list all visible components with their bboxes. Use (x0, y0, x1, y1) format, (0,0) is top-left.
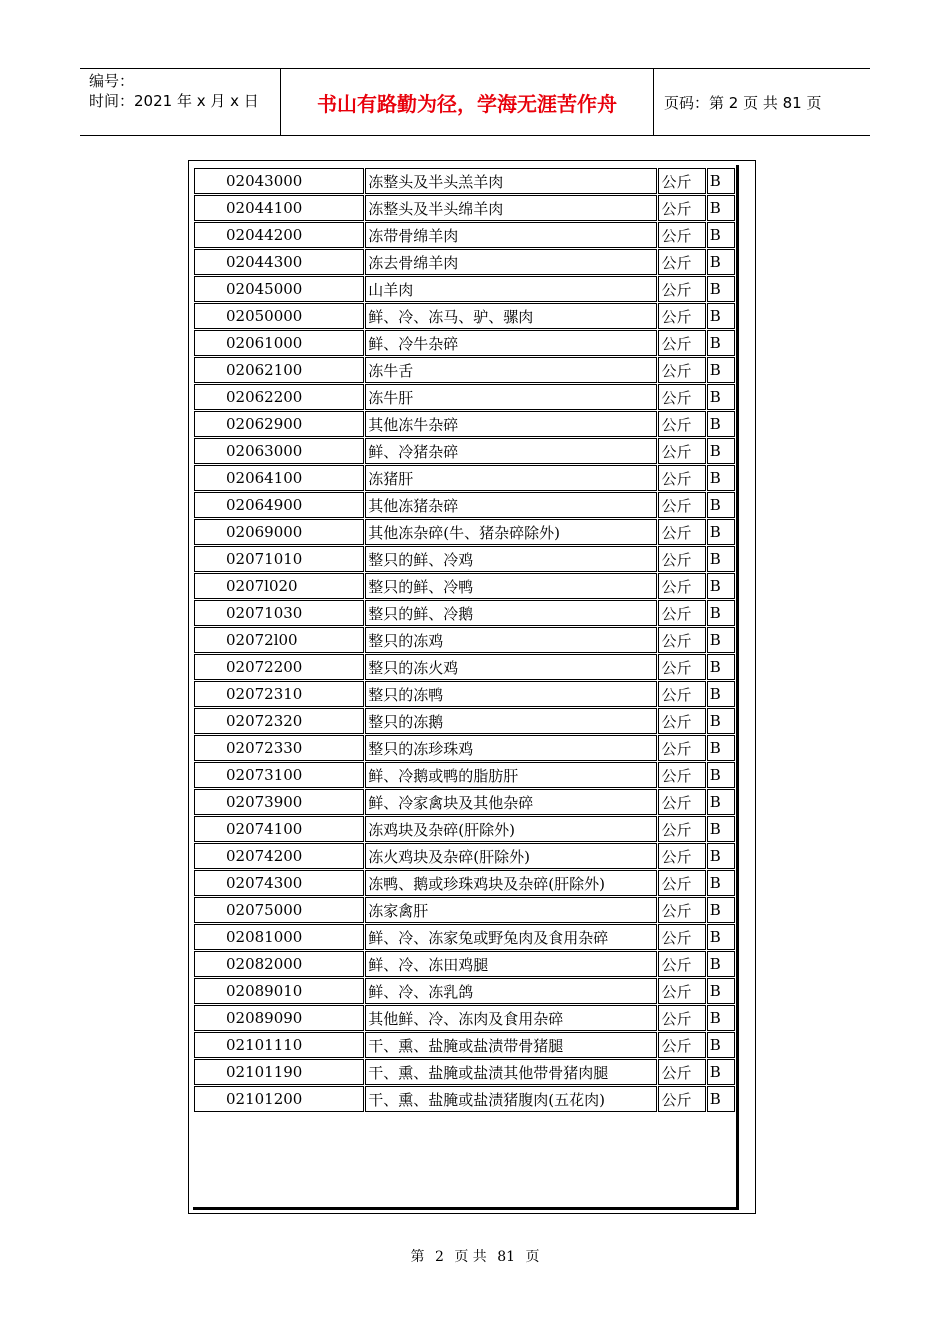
cell-grade: B (707, 1005, 735, 1031)
cell-code: 02071030 (194, 600, 364, 626)
cell-unit: 公斤 (658, 951, 705, 977)
cell-name: 鲜、冷、冻家兔或野兔肉及食用杂碎 (365, 924, 657, 950)
cell-unit: 公斤 (658, 762, 705, 788)
page-header (80, 68, 870, 136)
footer-prefix: 第 (410, 1249, 425, 1265)
cell-grade: B (707, 978, 735, 1004)
footer-total-pages: 81 (497, 1249, 516, 1265)
cell-unit: 公斤 (658, 249, 705, 275)
cell-unit: 公斤 (658, 897, 705, 923)
cell-name: 冻鸭、鹅或珍珠鸡块及杂碎(肝除外) (365, 870, 657, 896)
cell-name: 冻去骨绵羊肉 (365, 249, 657, 275)
table-row (194, 1005, 735, 1031)
cell-code: 02045000 (194, 276, 364, 302)
cell-code: 02062100 (194, 357, 364, 383)
cell-name: 干、熏、盐腌或盐渍其他带骨猪肉腿 (365, 1059, 657, 1085)
table-row (194, 519, 735, 545)
cell-code: 02071010 (194, 546, 364, 572)
cell-unit: 公斤 (658, 276, 705, 302)
cell-code: 02073100 (194, 762, 364, 788)
cell-name: 冻牛舌 (365, 357, 657, 383)
table-row (194, 222, 735, 248)
cell-name: 冻整头及半头羔羊肉 (365, 168, 657, 194)
cell-grade: B (707, 897, 735, 923)
cell-code: 02082000 (194, 951, 364, 977)
table-row (194, 357, 735, 383)
cell-unit: 公斤 (658, 978, 705, 1004)
cell-code: 02044200 (194, 222, 364, 248)
cell-name: 冻牛肝 (365, 384, 657, 410)
cell-name: 其他冻杂碎(牛、猪杂碎除外) (365, 519, 657, 545)
cell-name: 整只的鲜、冷鸭 (365, 573, 657, 599)
cell-name: 整只的冻鸭 (365, 681, 657, 707)
cell-name: 其他鲜、冷、冻肉及食用杂碎 (365, 1005, 657, 1031)
cell-grade: B (707, 438, 735, 464)
cell-grade: B (707, 249, 735, 275)
page-footer (0, 1246, 950, 1266)
cell-unit: 公斤 (658, 465, 705, 491)
cell-code: 02044300 (194, 249, 364, 275)
cell-name: 冻鸡块及杂碎(肝除外) (365, 816, 657, 842)
cell-code: 02064100 (194, 465, 364, 491)
cell-code: 02073900 (194, 789, 364, 815)
table-row (194, 492, 735, 518)
cell-code: 02072320 (194, 708, 364, 734)
cell-code: 02061000 (194, 330, 364, 356)
cell-name: 鲜、冷猪杂碎 (365, 438, 657, 464)
header-page-info: 页码：第 2 页 共 81 页 (664, 93, 822, 112)
cell-name: 其他冻猪杂碎 (365, 492, 657, 518)
cell-grade: B (707, 789, 735, 815)
cell-unit: 公斤 (658, 492, 705, 518)
cell-code: 02072200 (194, 654, 364, 680)
table-row (194, 1086, 735, 1112)
cell-name: 鲜、冷家禽块及其他杂碎 (365, 789, 657, 815)
table-row (194, 816, 735, 842)
cell-code: 02050000 (194, 303, 364, 329)
cell-unit: 公斤 (658, 843, 705, 869)
commodity-code-table (193, 167, 736, 1113)
cell-unit: 公斤 (658, 627, 705, 653)
footer-page-number: 2 (434, 1249, 444, 1265)
cell-code: 02101110 (194, 1032, 364, 1058)
table-row (194, 1059, 735, 1085)
cell-code: 02072330 (194, 735, 364, 761)
cell-name: 冻带骨绵羊肉 (365, 222, 657, 248)
table-row (194, 330, 735, 356)
cell-name: 冻家禽肝 (365, 897, 657, 923)
cell-grade: B (707, 492, 735, 518)
document-date: 时间：2021 年 x 月 x 日 (89, 92, 259, 110)
cell-code: 0207l020 (194, 573, 364, 599)
cell-unit: 公斤 (658, 357, 705, 383)
cell-code: 02069000 (194, 519, 364, 545)
table-row (194, 681, 735, 707)
cell-grade: B (707, 762, 735, 788)
cell-code: 02044100 (194, 195, 364, 221)
cell-code: 02062200 (194, 384, 364, 410)
cell-grade: B (707, 195, 735, 221)
cell-grade: B (707, 330, 735, 356)
table-row (194, 762, 735, 788)
table-row (194, 924, 735, 950)
table-row (194, 303, 735, 329)
cell-unit: 公斤 (658, 384, 705, 410)
cell-name: 干、熏、盐腌或盐渍猪腹肉(五花肉) (365, 1086, 657, 1112)
footer-suffix: 页 (525, 1249, 540, 1265)
cell-code: 02101190 (194, 1059, 364, 1085)
cell-grade: B (707, 411, 735, 437)
table-row (194, 465, 735, 491)
cell-code: 02074100 (194, 816, 364, 842)
cell-name: 整只的鲜、冷鸡 (365, 546, 657, 572)
table-row (194, 654, 735, 680)
cell-grade: B (707, 681, 735, 707)
table-row (194, 789, 735, 815)
cell-unit: 公斤 (658, 303, 705, 329)
table-row (194, 708, 735, 734)
cell-code: 02081000 (194, 924, 364, 950)
cell-name: 整只的鲜、冷鹅 (365, 600, 657, 626)
cell-code: 02063000 (194, 438, 364, 464)
cell-name: 鲜、冷鹅或鸭的脂肪肝 (365, 762, 657, 788)
table-row (194, 600, 735, 626)
table-row (194, 249, 735, 275)
table-row (194, 168, 735, 194)
cell-name: 冻火鸡块及杂碎(肝除外) (365, 843, 657, 869)
cell-unit: 公斤 (658, 924, 705, 950)
document-number-label: 编号： (89, 72, 135, 90)
table-row (194, 978, 735, 1004)
cell-grade: B (707, 654, 735, 680)
cell-unit: 公斤 (658, 870, 705, 896)
cell-code: 02089090 (194, 1005, 364, 1031)
table-row (194, 1032, 735, 1058)
cell-unit: 公斤 (658, 546, 705, 572)
cell-grade: B (707, 465, 735, 491)
cell-unit: 公斤 (658, 1005, 705, 1031)
cell-unit: 公斤 (658, 330, 705, 356)
cell-grade: B (707, 843, 735, 869)
cell-unit: 公斤 (658, 708, 705, 734)
table-body (194, 168, 735, 1112)
cell-code: 02064900 (194, 492, 364, 518)
cell-grade: B (707, 870, 735, 896)
cell-grade: B (707, 276, 735, 302)
cell-name: 其他冻牛杂碎 (365, 411, 657, 437)
cell-unit: 公斤 (658, 600, 705, 626)
cell-name: 鲜、冷、冻乳鸽 (365, 978, 657, 1004)
cell-name: 鲜、冷、冻田鸡腿 (365, 951, 657, 977)
header-motto: 书山有路勤为径，学海无涯苦作舟 (281, 69, 654, 135)
cell-unit: 公斤 (658, 789, 705, 815)
cell-name: 鲜、冷、冻马、驴、骡肉 (365, 303, 657, 329)
cell-code: 02072l00 (194, 627, 364, 653)
cell-grade: B (707, 735, 735, 761)
cell-code: 02074200 (194, 843, 364, 869)
cell-unit: 公斤 (658, 411, 705, 437)
table-row (194, 411, 735, 437)
cell-unit: 公斤 (658, 1059, 705, 1085)
cell-unit: 公斤 (658, 654, 705, 680)
cell-name: 整只的冻珍珠鸡 (365, 735, 657, 761)
cell-grade: B (707, 600, 735, 626)
table-shadow-right (736, 165, 739, 1209)
table-row (194, 627, 735, 653)
cell-code: 02089010 (194, 978, 364, 1004)
cell-unit: 公斤 (658, 519, 705, 545)
cell-grade: B (707, 708, 735, 734)
cell-grade: B (707, 816, 735, 842)
cell-code: 02072310 (194, 681, 364, 707)
table-row (194, 843, 735, 869)
cell-grade: B (707, 1032, 735, 1058)
header-meta (80, 69, 281, 135)
cell-grade: B (707, 303, 735, 329)
table-row (194, 276, 735, 302)
table-row (194, 951, 735, 977)
cell-name: 山羊肉 (365, 276, 657, 302)
cell-unit: 公斤 (658, 1032, 705, 1058)
cell-grade: B (707, 951, 735, 977)
cell-code: 02062900 (194, 411, 364, 437)
cell-unit: 公斤 (658, 735, 705, 761)
cell-grade: B (707, 384, 735, 410)
cell-unit: 公斤 (658, 816, 705, 842)
table-row (194, 897, 735, 923)
table-row (194, 195, 735, 221)
cell-grade: B (707, 1086, 735, 1112)
cell-unit: 公斤 (658, 573, 705, 599)
cell-code: 02075000 (194, 897, 364, 923)
cell-grade: B (707, 573, 735, 599)
cell-name: 鲜、冷牛杂碎 (365, 330, 657, 356)
cell-grade: B (707, 627, 735, 653)
cell-grade: B (707, 924, 735, 950)
cell-grade: B (707, 546, 735, 572)
table-frame (188, 160, 756, 1214)
cell-name: 干、熏、盐腌或盐渍带骨猪腿 (365, 1032, 657, 1058)
cell-code: 02043000 (194, 168, 364, 194)
cell-grade: B (707, 168, 735, 194)
cell-grade: B (707, 1059, 735, 1085)
cell-grade: B (707, 222, 735, 248)
cell-name: 整只的冻鹅 (365, 708, 657, 734)
cell-grade: B (707, 519, 735, 545)
cell-unit: 公斤 (658, 1086, 705, 1112)
cell-code: 02074300 (194, 870, 364, 896)
table-row (194, 735, 735, 761)
table-row (194, 870, 735, 896)
cell-name: 冻整头及半头绵羊肉 (365, 195, 657, 221)
cell-grade: B (707, 357, 735, 383)
cell-unit: 公斤 (658, 222, 705, 248)
cell-name: 整只的冻鸡 (365, 627, 657, 653)
table-row (194, 384, 735, 410)
cell-unit: 公斤 (658, 168, 705, 194)
table-shadow-bottom (193, 1207, 739, 1210)
table-row (194, 438, 735, 464)
cell-code: 02101200 (194, 1086, 364, 1112)
cell-name: 整只的冻火鸡 (365, 654, 657, 680)
cell-unit: 公斤 (658, 438, 705, 464)
cell-unit: 公斤 (658, 195, 705, 221)
table-row (194, 573, 735, 599)
cell-unit: 公斤 (658, 681, 705, 707)
cell-name: 冻猪肝 (365, 465, 657, 491)
footer-mid: 页 共 (454, 1249, 487, 1265)
table-row (194, 546, 735, 572)
